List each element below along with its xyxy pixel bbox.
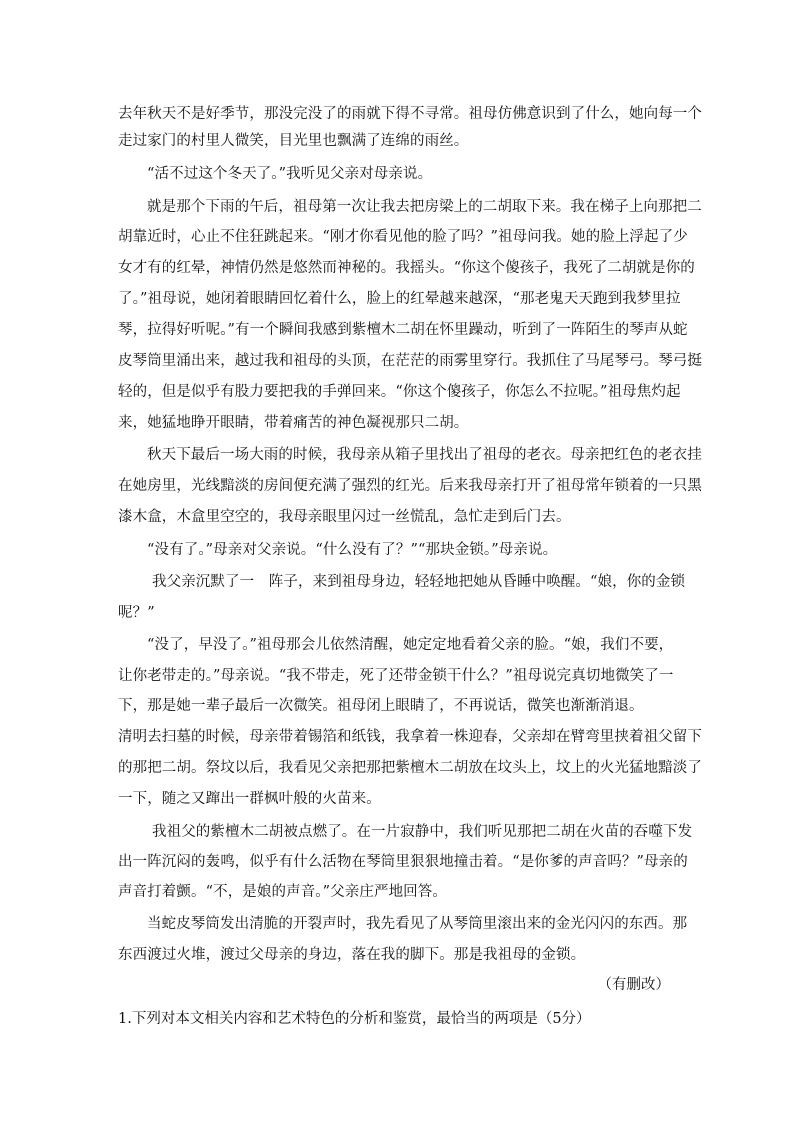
text-line: 去年秋天不是好季节，那没完没了的雨就下得不寻常。祖母仿佛意识到了什么，她向每一个	[118, 106, 702, 122]
source-note: （有删改）	[597, 977, 670, 993]
text-line: 声音打着颤。“不，是娘的声音。”父亲庄严地回答。	[118, 884, 447, 900]
text-line: 来，她猛地睁开眼睛，带着痛苦的神色凝视那只二胡。	[118, 415, 469, 431]
text-line: 就是那个下雨的午后，祖母第一次让我去把房梁上的二胡取下来。我在梯子上向那把二	[147, 199, 702, 215]
text-line: 我祖父的紫檀木二胡被点燃了。在一片寂静中，我们听见那把二胡在火苗的吞噬下发	[152, 824, 693, 840]
text-line: 出一阵沉闷的轰鸣，似乎有什么活物在琴筒里狠狠地撞击着。“是你爹的声音吗？”母亲的	[118, 854, 688, 870]
question-1: 1.下列对本文相关内容和艺术特色的分析和鉴赏，最恰当的两项是（5分）	[118, 1011, 591, 1027]
text-line: 清明去扫墓的时候，母亲带着锡箔和纸钱，我拿着一株迎春，父亲却在臂弯里挟着祖父留下	[118, 729, 702, 745]
text-line: 当蛇皮琴筒发出清脆的开裂声时，我先看见了从琴筒里滚出来的金光闪闪的东西。那	[147, 916, 688, 932]
text-line: 东西渡过火堆，渡过父母亲的身边，落在我的脚下。那是我祖母的金锁。	[118, 947, 586, 963]
text-line: 走过家门的村里人微笑，目光里也飘满了连绵的雨丝。	[118, 133, 469, 149]
text-line: 下，那是她一辈子最后一次微笑。祖母闭上眼睛了，不再说话，微笑也渐渐消退。	[118, 698, 644, 714]
text-line: 让你老带走的。”母亲说。“我不带走，死了还带金锁干什么？”祖母说完真切地微笑了一	[118, 668, 674, 684]
text-line: 漆木盒，木盒里空空的，我母亲眼里闪过一丝慌乱，急忙走到后门去。	[118, 509, 571, 525]
text-line: 一下，随之又蹿出一群枫叶般的火苗来。	[118, 791, 381, 807]
text-line: 在她房里，光线黯淡的房间便充满了强烈的红光。后来我母亲打开了祖母常年锁着的一只黑	[118, 478, 702, 494]
text-line: 胡靠近时，心止不住狂跳起来。“刚才你看见他的脸了吗？”祖母问我。她的脸上浮起了少	[118, 229, 688, 245]
text-line: 秋天下最后一场大雨的时候，我母亲从箱子里找出了祖母的老衣。母亲把红色的老衣挂	[147, 447, 702, 463]
text-line: “没了，早没了。”祖母那会儿依然清醒，她定定地看着父亲的脸。“娘，我们不要，	[147, 637, 674, 653]
text-line: “没有了。”母亲对父亲说。“什么没有了？”“那块金锁。”母亲说。	[147, 542, 558, 558]
text-line: 的那把二胡。祭坟以后，我看见父亲把那把紫檀木二胡放在坟头上，坟上的火光猛地黯淡了	[118, 760, 702, 776]
text-line: 轻的，但是似乎有股力要把我的手弹回来。“你这个傻孩子，你怎么不拉呢。”祖母焦灼起	[118, 384, 681, 400]
text-line: 女才有的红晕，神情仍然是悠然而神秘的。我摇头。“你这个傻孩子，我死了二胡就是你的	[118, 260, 695, 276]
text-line: 呢？”	[118, 605, 155, 621]
text-line: 皮琴筒里涌出来，越过我和祖母的头顶，在茫茫的雨雾里穿行。我抓住了马尾琴弓。琴弓挺	[118, 353, 702, 369]
text-line: “活不过这个冬天了。”我听见父亲对母亲说。	[147, 166, 433, 182]
text-line: 了。”祖母说，她闭着眼睛回忆着什么，脸上的红晕越来越深，“那老鬼天天跑到我梦里拉	[118, 291, 681, 307]
text-line: 我父亲沉默了一 阵子，来到祖母身边，轻轻地把她从昏睡中唤醒。“娘，你的金锁	[152, 574, 686, 590]
text-line: 琴，拉得好听呢。”有一个瞬间我感到紫檀木二胡在怀里躁动，听到了一阵陌生的琴声从蛇	[118, 322, 688, 338]
